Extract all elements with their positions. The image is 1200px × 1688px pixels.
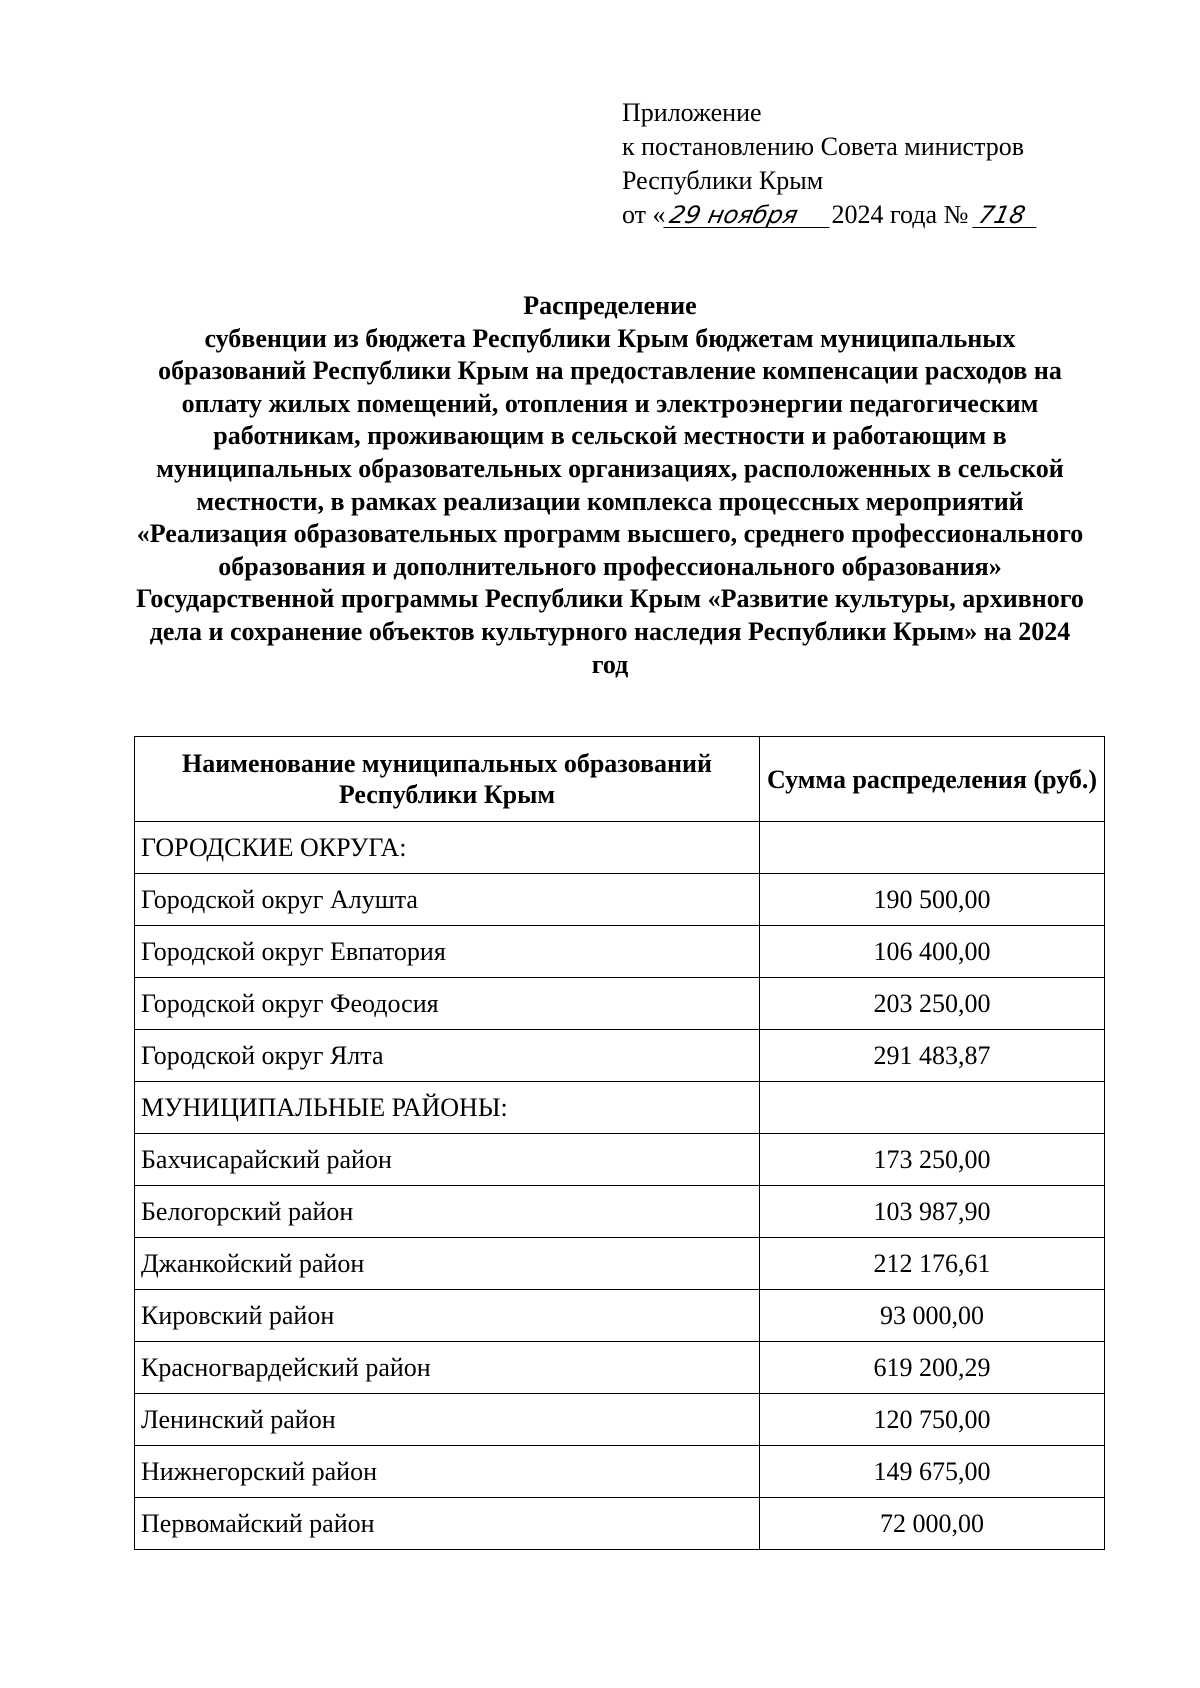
header-name: Наименование муниципальных образований Республики Крым: [135, 737, 760, 822]
attachment-label: Приложение: [622, 98, 762, 127]
row-amount: 72 000,00: [760, 1498, 1105, 1550]
row-name: МУНИЦИПАЛЬНЫЕ РАЙОНЫ:: [135, 1082, 760, 1134]
table-row: [135, 874, 1105, 926]
table-row: [135, 926, 1105, 978]
row-amount: 291 483,87: [760, 1030, 1105, 1082]
handwritten-date: 29 ноября: [663, 203, 834, 228]
row-name: Ленинский район: [135, 1394, 760, 1446]
row-amount: 106 400,00: [760, 926, 1105, 978]
document-title: [130, 290, 1090, 681]
row-name: Белогорский район: [135, 1186, 760, 1238]
attachment-block: [622, 96, 1039, 232]
title-subtitle: субвенции из бюджета Республики Крым бюджетам муниципальных образований Республики Крым на предоставление компенсации расходов на оплату жилых помещений, отопления и электроэнергии педагогическим работникам, проживающим в сельской местности и работающим в муниципальных образовательных организациях, расположенных в сельской местности, в рамках реализации комплекса процессных мероприятий «Реализация образовательных программ высшего, среднего профессионального образования и дополнительного профессионального образования» Государственной программы Республики Крым «Развитие культуры, архивного дела и сохранение объектов культурного наследия Республики Крым» на 2024 год: [136, 323, 1084, 679]
row-amount: 212 176,61: [760, 1238, 1105, 1290]
row-name: ГОРОДСКИЕ ОКРУГА:: [135, 822, 760, 874]
header-amount: Сумма распределения (руб.): [760, 737, 1105, 822]
row-name: Городской округ Феодосия: [135, 978, 760, 1030]
distribution-table: [134, 736, 1105, 1550]
table-row: [135, 1498, 1105, 1550]
row-amount: 619 200,29: [760, 1342, 1105, 1394]
row-name: Городской округ Евпатория: [135, 926, 760, 978]
table-row: [135, 1082, 1105, 1134]
attachment-republic-line: Республики Крым: [622, 166, 824, 195]
row-name: Нижнегорский район: [135, 1446, 760, 1498]
row-amount: [760, 822, 1105, 874]
row-name: Красногвардейский район: [135, 1342, 760, 1394]
table-row: [135, 822, 1105, 874]
table-row: [135, 1394, 1105, 1446]
row-amount: 120 750,00: [760, 1394, 1105, 1446]
row-amount: 149 675,00: [760, 1446, 1105, 1498]
table-row: [135, 1030, 1105, 1082]
attachment-date-line: [622, 198, 1039, 232]
row-amount: 190 500,00: [760, 874, 1105, 926]
row-amount: 103 987,90: [760, 1186, 1105, 1238]
handwritten-number: 718: [972, 203, 1041, 228]
table-row: [135, 1238, 1105, 1290]
row-name: Бахчисарайский район: [135, 1134, 760, 1186]
row-amount: 203 250,00: [760, 978, 1105, 1030]
row-name: Кировский район: [135, 1290, 760, 1342]
row-name: Городской округ Ялта: [135, 1030, 760, 1082]
title-heading: Распределение: [523, 291, 697, 320]
row-name: Джанкойский район: [135, 1238, 760, 1290]
table-row: [135, 1134, 1105, 1186]
row-amount: [760, 1082, 1105, 1134]
table-row: [135, 978, 1105, 1030]
row-name: Городской округ Алушта: [135, 874, 760, 926]
row-name: Первомайский район: [135, 1498, 760, 1550]
table-row: [135, 1446, 1105, 1498]
date-year-label: 2024 года №: [831, 200, 969, 229]
date-from-label: от «: [622, 200, 666, 229]
table-row: [135, 1186, 1105, 1238]
row-amount: 173 250,00: [760, 1134, 1105, 1186]
row-amount: 93 000,00: [760, 1290, 1105, 1342]
table-row: [135, 1342, 1105, 1394]
attachment-resolution-line: к постановлению Совета министров: [622, 132, 1024, 161]
table-row: [135, 1290, 1105, 1342]
table-header-row: [135, 737, 1105, 822]
